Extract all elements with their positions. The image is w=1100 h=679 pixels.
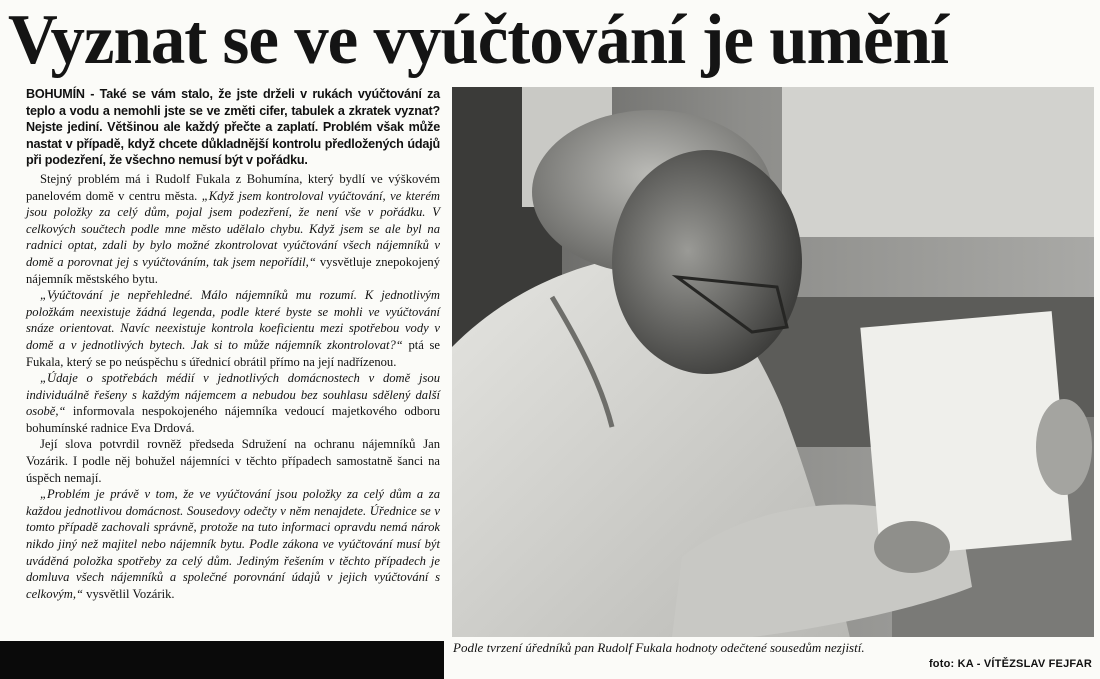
headline: Vyznat se ve vyúčtování je umění (8, 1, 949, 79)
article-lead (26, 86, 440, 169)
lead-text: - Také se vám stalo, že jste drželi v rukách vyúčtování za teplo a vodu a nemohli jste se ve změti cifer, tabulek a zkratek vyznat? Nejste jediní. Většinou ale každý přečte a zaplatí. Problém však může nastat v případě, když chcete důkladnější kontrolu předložených údajů při podezření, že všechno nemusí být v pořádku. (26, 87, 440, 168)
paragraph-3-quote: „Údaje o spotřebách médií v jednotlivých domácnostech v domě jsou individuálně řešeny s každým nájemcem a nebudou bez souhlasu sdělený další osobě,“ (26, 371, 440, 419)
paragraph-2-tail: ptá se Fukala, který se po neúspěchu s úřednicí obrátil přímo na její nadřízenou. (26, 337, 440, 369)
photo-caption: Podle tvrzení úředníků pan Rudolf Fukala hodnoty odečtené sousedům nezjistí. (453, 640, 865, 655)
paragraph-5 (26, 486, 440, 602)
paragraph-1-quote: „Když jsem kontroloval vyúčtování, ve kterém jsou položky za celý dům, pojal jsem podezření, že není vše v pořádku. V celkových součtech podle mne město udělalo chybu. Když jsem se ale byl na radnici optat, zdali by bylo možné zkontrolovat vyúčtování všech nájemníků v domě a porovnat jej s vyúčtováním, tak jsem nepořídil,“ (26, 188, 441, 269)
photo-credit: foto: KA - VÍTĚZSLAV FEJFAR (928, 658, 1092, 670)
paragraph-1-tail: vysvětluje znepokojený nájemník městského bytu. (26, 254, 440, 286)
black-bar (0, 641, 444, 679)
paragraph-5-tail: vysvětlil Vozárik. (83, 586, 175, 601)
article-photo (452, 87, 1094, 637)
paragraph-1 (26, 171, 440, 287)
paragraph-1-plain: Stejný problém má i Rudolf Fukala z Bohumína, který bydlí ve výškovém panelovém domě v centru města. (26, 171, 440, 203)
paragraph-4: Její slova potvrdil rovněž předseda Sdružení na ochranu nájemníků Jan Vozárik. I podle něj bohužel nájemníci v těchto případech samostatně šanci na úspěch nemají. (26, 437, 440, 485)
face (612, 150, 802, 374)
paragraph-5-quote: „Problém je právě v tom, že ve vyúčtování jsou položky za celý dům a za každou jednotlivou domácnost. Sousedovy odečty v něm nenajdete. Úřednice se v tomto případě zachovali správně, protože na tuto informaci opravdu nemá nárok nikdo jiný než majitel nebo nájemník bytu. Podle zákona ve vyúčtování musí být uváděná položka spotřeby za celý dům. Jediným řešením v těchto případech je domluva všech nájemníků a společné porovnání údajů v jejich vyúčtování s celkovým,“ (26, 487, 440, 601)
paragraph-3 (26, 370, 440, 436)
photo-illustration (452, 87, 1094, 637)
window-right (782, 87, 1094, 237)
paragraph-2-quote: „Vyúčtování je nepřehledné. Málo nájemníků mu rozumí. K jednotlivým položkám neexistuje žádná legenda, podle které byste se mohli ve vyúčtování snáze orientovat. Navíc neexistuje kontrola koeficientu mezi spotřebou vody v domě a v jednotlivých bytech. Jak si to může nájemník zkontrolovat?“ (26, 288, 440, 352)
paragraph-2 (26, 287, 440, 370)
article-body (26, 86, 440, 602)
hand-left (874, 521, 950, 573)
hand-right (1036, 399, 1092, 495)
dateline: BOHUMÍN (26, 87, 85, 101)
paragraph-3-tail: informovala nespokojeného nájemníka vedoucí majetkového odboru bohumínské radnice Eva Drdová. (26, 404, 440, 435)
